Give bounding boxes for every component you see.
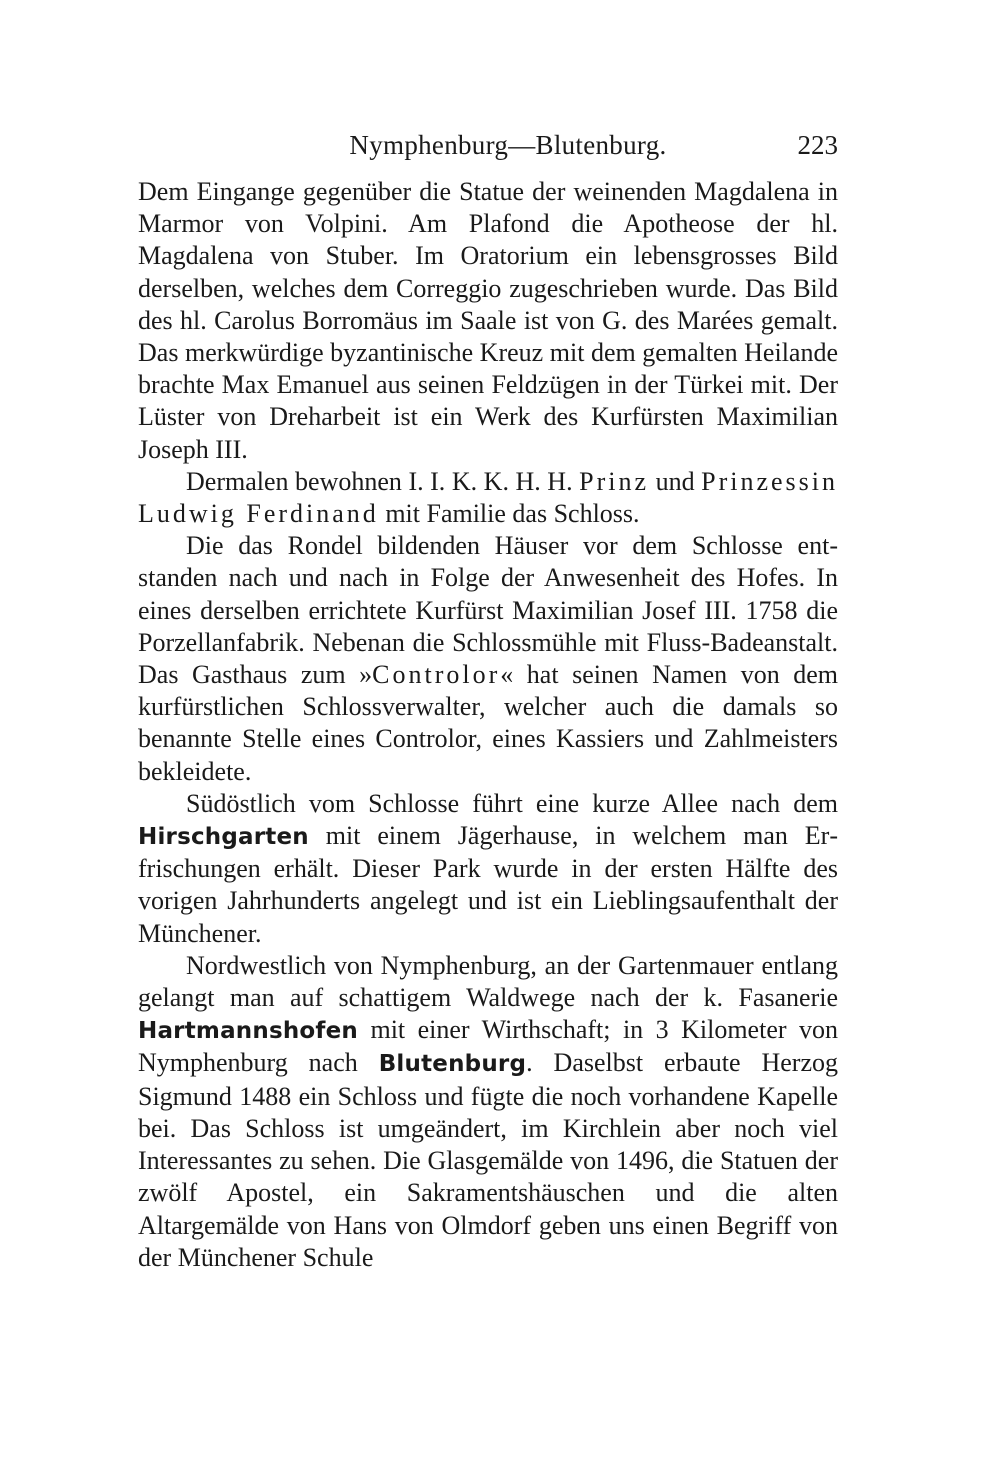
paragraph-3	[138, 530, 838, 788]
paragraph-3-part-1: Die das Rondel bildenden Häuser vor dem Schlosse entstanden nach und nach in Folge der Anwesenheit des Hofes. In eines derselben errichtete Kurfürst Maximilian Josef III. 1758 die Porzellanfabrik. Nebenan die Schlossmühle mit Fluss-Badeanstalt. Das Gasthaus zum »	[138, 531, 838, 690]
spaced-name-prinzessin: Prinzessin Ludwig Ferdinand	[138, 466, 839, 529]
paragraph-5-part-3: . Daselbst erbaute Herzog Sigmund 1488 ein Schloss und fügte die noch vorhandene Kapelle bei. Das Schloss ist umgeändert, im Kirchlein aber noch viel Interessantes zu sehen. Die Glasgemälde von 1496, die Statuen der zwölf Apostel, ein Sakramentshäuschen und die alten Altargemälde von Hans von Olmdorf geben uns einen Begriff von der Münchener Schule	[138, 1048, 838, 1272]
paragraph-2	[138, 466, 838, 530]
book-page	[138, 120, 838, 1274]
running-title: Nymphenburg—Blutenburg.	[349, 130, 667, 160]
paragraph-5-part-2: mit einer Wirthschaft; in 3 Kilometer von Nymphenburg nach	[138, 1015, 838, 1078]
paragraph-1-text: Dem Eingange gegenüber die Statue der weinenden Magdalena in Marmor von Volpini. Am Plafond die Apotheose der hl. Magdalena von Stuber. Im Oratorium ein lebensgrosses Bild derselben, welches dem Correggio zugeschrieben wurde. Das Bild des hl. Carolus Borromäus im Saale ist von G. des Marées gemalt. Das merkwürdige byzantinische Kreuz mit dem gemalten Heilande brachte Max Emanuel aus seinen Feldzügen in der Türkei mit. Der Lüster von Dreharbeit ist ein Werk des Kurfürsten Maximilian Joseph III.	[138, 177, 838, 464]
spaced-name-prinz: Prinz	[579, 466, 650, 496]
paragraph-2-part-3: mit Familie das Schloss.	[378, 499, 640, 529]
bold-place-blutenburg: Blutenburg	[378, 1051, 527, 1078]
paragraph-4	[138, 788, 838, 950]
paragraph-5-part-1: Nordwestlich von Nymphenburg, an der Gartenmauer entlang gelangt man auf schattigem Waldwege nach der k. Fasanerie	[138, 950, 838, 1013]
page-number: 223	[797, 130, 838, 160]
paragraph-4-part-1: Südöstlich vom Schlosse führt eine kurze Allee nach dem	[186, 788, 838, 818]
paragraph-2-part-1: Dermalen bewohnen I. I. K. K. H. H.	[186, 466, 580, 496]
paragraph-4-part-2: mit einem Jägerhause, in welchem man Erfrischungen erhält. Dieser Park wurde in der ersten Hälfte des vorigen Jahrhunderts angelegt und ist ein Lieblingsaufenthalt der Münchener.	[138, 821, 838, 948]
paragraph-1	[138, 176, 838, 466]
paragraph-5	[138, 950, 838, 1274]
bold-place-hirschgarten: Hirschgarten	[138, 824, 309, 851]
paragraph-2-part-2: und	[649, 466, 702, 496]
running-head	[138, 120, 838, 170]
body-text	[138, 176, 838, 1274]
bold-place-hartmannshofen: Hartmannshofen	[138, 1018, 358, 1045]
paragraph-3-part-2: « hat seinen Namen von dem kurfürstlichen Schlossverwalter, welcher auch die damals so benannte Stelle eines Controlor, eines Kassiers und Zahlmeisters bekleidete.	[138, 660, 839, 786]
spaced-name-controlor: Controlor	[372, 660, 501, 690]
